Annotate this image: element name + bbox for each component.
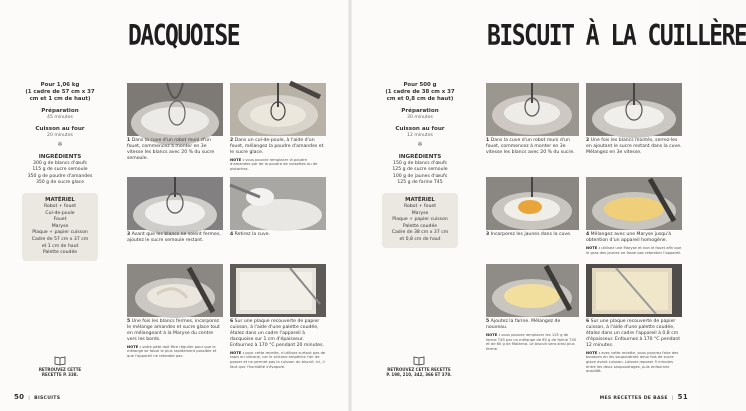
step-number: 1 <box>486 138 490 143</box>
step-photo-2 <box>586 83 682 136</box>
note-text: pour cette recette, n'utilisez surtout pas de tapis en silicone, car le silicone empêche l'air de passer et ne permet pas la cuisson du biscuit. Ici, il faut que l'humidité s'évapore. <box>230 350 326 369</box>
step-photo-6 <box>586 264 682 317</box>
list-item: Robot + fouet <box>403 203 437 209</box>
note-label: NOTE : <box>486 332 501 337</box>
list-item: Cul-de-poule <box>45 210 75 216</box>
step-2 <box>230 138 326 172</box>
step-note <box>127 345 223 359</box>
step-number: 6 <box>230 319 234 324</box>
book-reference-text: RETROUVEZ CETTE RECETTE P. 198, 210, 342, 366 ET 378. <box>386 367 452 378</box>
note-text: utilisez une Maryse et non le fouet afin que le gras des jaunes ne fasse pas retomber l'appareil. <box>586 245 682 255</box>
step-number: 4 <box>586 232 590 237</box>
step-text: Ajoutez la farine. Mélangez de nouveau. <box>486 319 561 330</box>
list-item: Cadre de 38 cm x 37 cm <box>391 230 449 236</box>
step-text: Avant que les blancs ne soient fermes, ajoutez le sucre semoule restant. <box>127 232 221 243</box>
list-item: et 0,8 cm de haut <box>399 236 441 242</box>
step-text: Dans la cuve d'un robot muni d'un fouet, commencez à monter en 3e vitesse les blancs avec 20 % du sucre. <box>486 138 575 155</box>
step-number: 2 <box>586 138 590 143</box>
step-text: Dans un cul-de-poule, à l'aide d'un fouet, mélangez la poudre d'amandes et le sucre glace. <box>230 138 324 155</box>
frame-size: (1 cadre de 57 cm x 37 cm et 1 cm de haut) <box>25 89 95 102</box>
prep-label: Préparation <box>401 108 439 114</box>
bake-value: 12 minutes <box>407 132 433 138</box>
step-number: 3 <box>127 232 131 237</box>
step-text: Sur une plaque recouverte de papier cuisson, à l'aide d'une palette coudée, étalez dans un cadre l'appareil à 0,8 cm d'épaisseur. Enfournez à 170 °C pendant 12 minutes. <box>586 319 681 348</box>
step-5 <box>486 319 579 352</box>
list-item: 125 g de sucre semoule <box>392 167 448 173</box>
ingredients-list <box>22 161 98 187</box>
step-photo-4 <box>230 177 326 230</box>
list-item: Maryse <box>51 223 69 229</box>
book-reference <box>386 356 452 378</box>
step-6 <box>230 319 328 369</box>
page-number: 50 <box>14 393 25 401</box>
note-text: avec cette recette, vous pourrez faire des boudoirs en les saupoudrant deux fois de sucre glace avant cuisson. Laissez reposer 5 minutes entre les deux saupoudrages, puis enfournez aussitôt. <box>586 350 679 374</box>
yield: Pour 1,06 kg <box>40 82 80 88</box>
recipe-title: DACQUOISE <box>128 20 240 53</box>
step-note <box>230 351 328 370</box>
step-text: Sur une plaque recouverte de papier cuisson, à l'aide d'une palette coudée, étalez dans un cadre l'appareil à dacquoise sur 1 cm d'épaisseur. Enfournez à 170 °C pendant 20 minutes. <box>230 319 324 348</box>
prep-label: Préparation <box>41 108 79 114</box>
materiel-box <box>382 193 458 248</box>
step-number: 2 <box>230 138 234 143</box>
yield: Pour 500 g <box>403 82 437 88</box>
separator-icon: ✻ <box>417 141 423 149</box>
recipe-sidebar <box>22 82 98 261</box>
step-photo-2 <box>230 83 326 136</box>
list-item: et 1 cm de haut <box>41 243 79 249</box>
note-label: NOTE : <box>230 350 245 355</box>
step-photo-5 <box>127 264 223 317</box>
list-item: 350 g de sucre glace <box>35 180 85 186</box>
step-number: 4 <box>230 232 234 237</box>
step-text: Une fois les blancs montés, serrez-les en ajoutant le sucre restant dans la cuve. Mélangez en 3e vitesse. <box>586 138 682 155</box>
book-gutter <box>348 0 352 411</box>
step-5 <box>127 319 223 359</box>
section-label: BISCUITS <box>34 396 61 401</box>
ingredients-label: INGRÉDIENTS <box>38 153 82 160</box>
step-1 <box>127 138 223 162</box>
step-photo-1 <box>127 83 223 136</box>
materiel-box <box>22 193 98 261</box>
bake-label: Cuisson au four <box>35 126 85 133</box>
bake-label: Cuisson au four <box>395 126 445 133</box>
list-item: 300 g de blancs d'œufs <box>33 160 87 166</box>
list-item: Palette coudée <box>42 250 78 256</box>
note-label: NOTE : <box>586 350 601 355</box>
prep-value: 45 minutes <box>47 114 73 120</box>
book-reference-text: RETROUVEZ CETTE RECETTE P. 338. <box>38 367 82 378</box>
note-text: vous pouvez remplacer les 125 g de farine T45 par un mélange de 65 g de farine T45 et de 60 g de Maïzena. Le biscuit sera ainsi plus ferme. <box>486 332 577 351</box>
step-note <box>486 333 579 352</box>
step-photo-4 <box>586 177 682 230</box>
step-photo-3 <box>127 177 223 230</box>
step-number: 6 <box>586 319 590 324</box>
step-note <box>230 158 326 172</box>
step-note <box>586 246 682 255</box>
right-page <box>350 0 746 411</box>
note-label: NOTE : <box>586 245 601 250</box>
note-label: NOTE : <box>127 344 142 349</box>
list-item: Plaque + papier cuisson <box>32 230 88 236</box>
materiel-label: MATÉRIEL <box>45 196 75 203</box>
materiel-label: MATÉRIEL <box>405 196 435 203</box>
list-item: Cadre de 57 cm x 37 cm <box>31 236 89 242</box>
step-note <box>586 351 682 375</box>
step-4 <box>586 232 682 255</box>
list-item: 115 g de sucre semoule <box>32 167 88 173</box>
step-text: Incorporez les jaunes dans la cuve. <box>490 232 572 237</box>
list-item: Plaque + papier cuisson <box>392 217 448 223</box>
book-icon <box>54 356 66 365</box>
step-number: 5 <box>486 319 490 324</box>
bake-value: 20 minutes <box>47 132 73 138</box>
step-1 <box>486 138 579 156</box>
list-item: Fouet <box>53 217 67 223</box>
step-6 <box>586 319 682 374</box>
step-photo-3 <box>486 177 579 230</box>
step-text: Une fois les blancs fermes, incorporez le mélange amandes et sucre glace tout en mélangeant à la Maryse du centre vers les bords. <box>127 319 220 342</box>
prep-value: 30 minutes <box>407 114 433 120</box>
step-3 <box>486 232 579 238</box>
page-footer-left: 50 | BISCUITS <box>14 393 61 401</box>
step-text: Dans la cuve d'un robot muni d'un fouet, commencez à monter en 3e vitesse les blancs avec 20 % du sucre semoule. <box>127 138 215 161</box>
list-item: 100 g de jaunes d'œufs <box>392 173 448 179</box>
step-3 <box>127 232 223 244</box>
note-label: NOTE : <box>230 157 245 162</box>
book-reference <box>30 356 90 378</box>
step-text: Mélangez avec une Maryse jusqu'à obtention d'un appareil homogène. <box>586 232 672 243</box>
note-text: votre pâte doit être régulier pour que le mélange se fasse le plus rapidement possible et que l'appareil ne retombe pas. <box>127 344 217 359</box>
list-item: 150 g de blancs d'œufs <box>393 160 447 166</box>
step-4 <box>230 232 326 238</box>
ingredients-label: INGRÉDIENTS <box>398 153 442 160</box>
page-number: 51 <box>677 393 688 401</box>
step-2 <box>586 138 682 156</box>
list-item: Robot + fouet <box>43 203 77 209</box>
left-page <box>0 0 350 411</box>
step-number: 3 <box>486 232 490 237</box>
step-number: 5 <box>127 319 131 324</box>
recipe-sidebar <box>382 82 458 248</box>
note-text: vous pouvez remplacer la poudre d'amandes par de la poudre de noisettes ou de pistaches. <box>230 157 318 172</box>
separator-icon: ✻ <box>57 141 63 149</box>
book-icon <box>413 356 425 365</box>
list-item: 350 g de poudre d'amandes <box>27 173 93 179</box>
step-photo-6 <box>230 264 326 317</box>
list-item: Palette coudée <box>402 223 438 229</box>
recipe-title: BISCUIT À LA CUILLÈRE <box>487 20 746 53</box>
section-label: MES RECETTES DE BASE <box>599 396 668 401</box>
step-text: Retirez la cuve. <box>234 232 271 237</box>
list-item: 125 g de farine T45 <box>397 180 443 186</box>
page-footer-right: MES RECETTES DE BASE | 51 <box>599 393 688 401</box>
step-photo-1 <box>486 83 579 136</box>
step-photo-5 <box>486 264 579 317</box>
frame-size: (1 cadre de 38 cm x 37 cm et 0,8 cm de haut) <box>385 89 455 102</box>
step-number: 1 <box>127 138 131 143</box>
list-item: Maryse <box>411 210 429 216</box>
ingredients-list <box>382 161 458 187</box>
